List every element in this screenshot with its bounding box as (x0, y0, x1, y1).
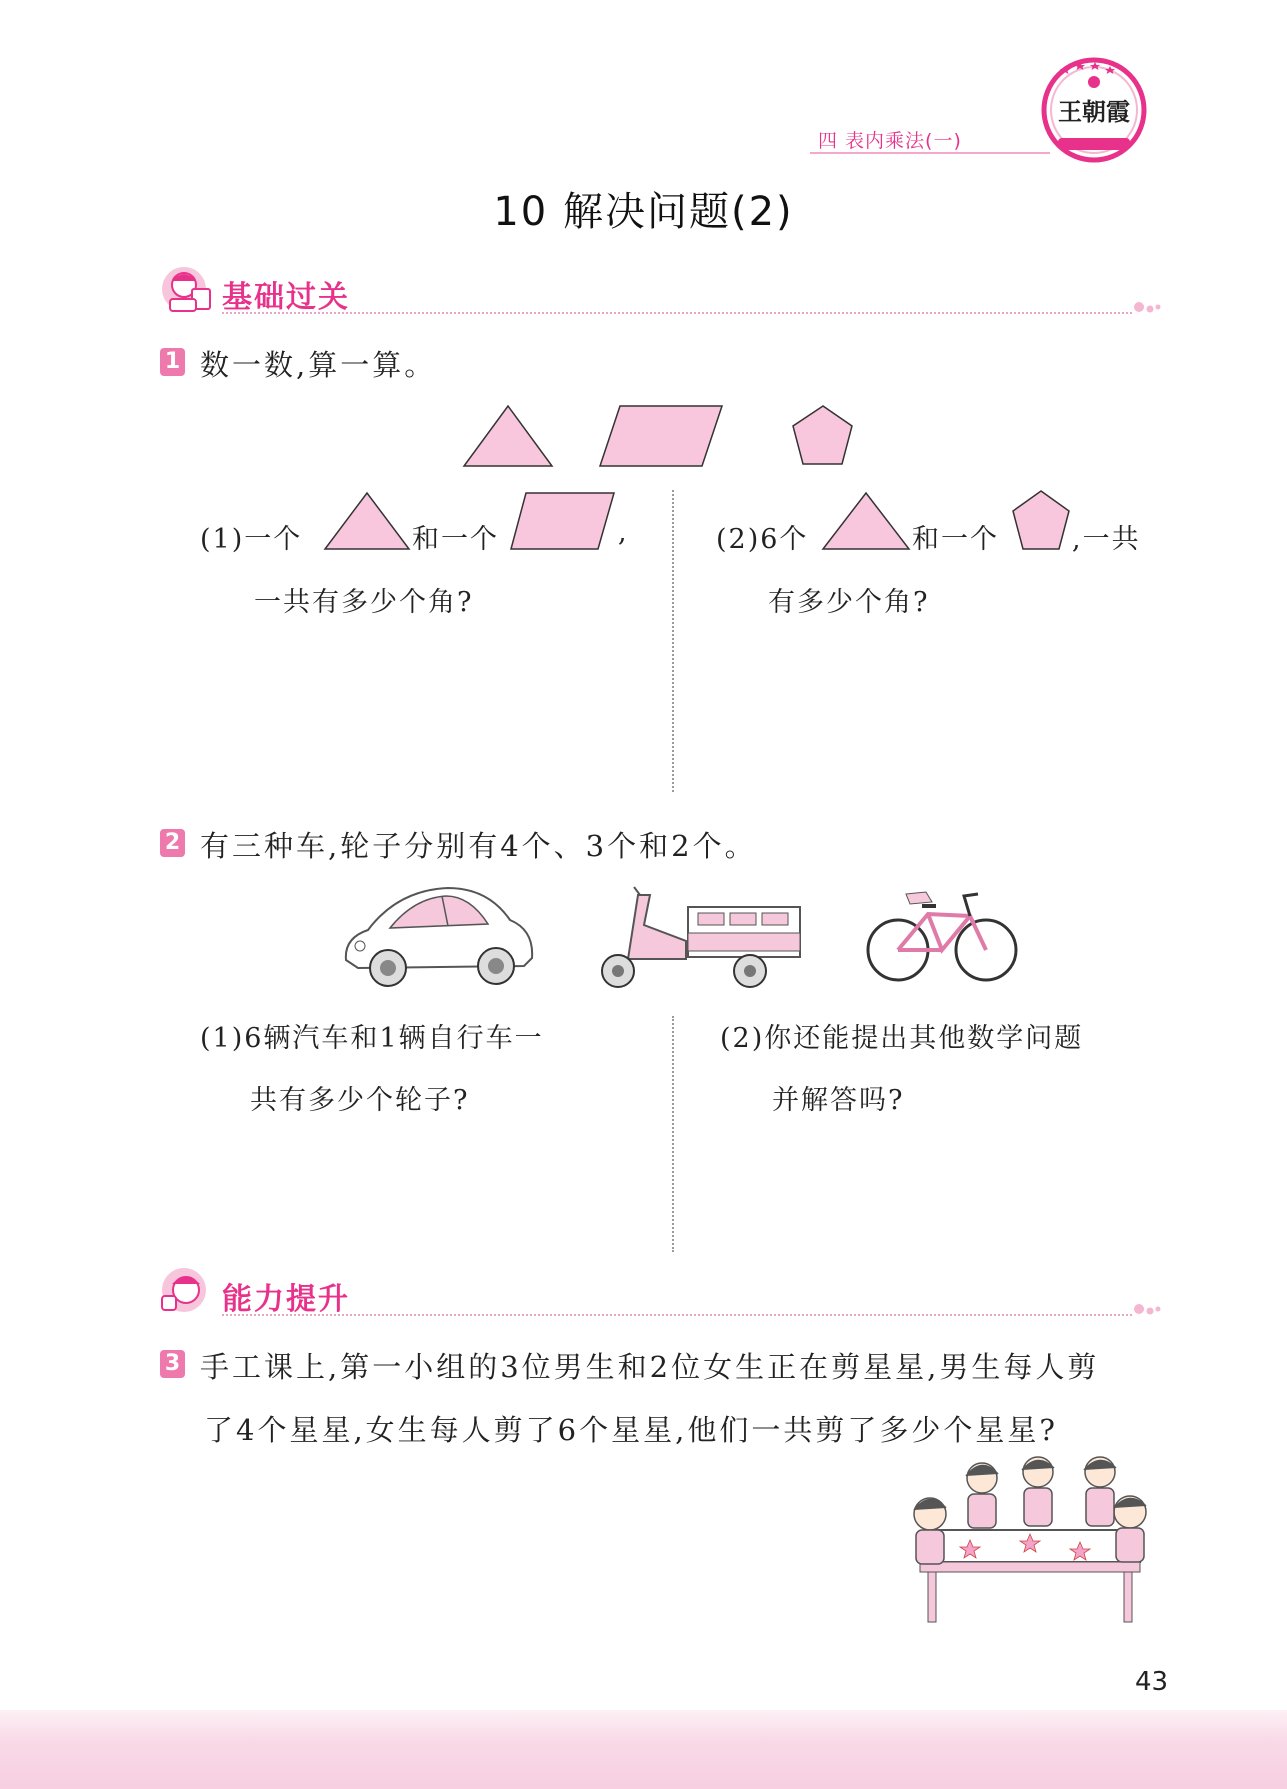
student-thinking-icon (158, 1266, 216, 1316)
brand-logo (1036, 52, 1152, 168)
footer-band (0, 1710, 1287, 1789)
logo-text: 王朝霞 (1058, 97, 1130, 126)
q1-part2-text-c: ,一共 (1072, 524, 1141, 555)
triangle-inline-shape-2 (820, 490, 912, 552)
decorative-dots-icon (1132, 300, 1162, 314)
page-number: 43 (1135, 1667, 1169, 1697)
section-divider (222, 1314, 1132, 1316)
triangle-inline-shape (322, 490, 412, 552)
q1-part2-line2: 有多少个角? (768, 587, 930, 618)
chapter-underline (810, 152, 1050, 154)
column-divider (672, 490, 674, 792)
q1-part1-text-a: (1)一个 (200, 524, 303, 555)
question-number: 1 (160, 348, 185, 376)
question-number: 3 (160, 1350, 185, 1378)
q2-part2-line2: 并解答吗? (772, 1085, 905, 1116)
question-text: 有三种车,轮子分别有4个、3个和2个。 (200, 829, 757, 863)
pentagon-inline-shape (1010, 488, 1072, 552)
section-title-basic: 基础过关 (222, 280, 350, 315)
shape-row (460, 400, 860, 470)
q1-part1-line2: 一共有多少个角? (254, 587, 474, 618)
student-reading-icon (158, 265, 216, 315)
question-text: 数一数,算一算。 (200, 348, 437, 382)
bicycle-icon (866, 886, 1018, 986)
parallelogram-shape (600, 406, 722, 466)
section-divider (222, 312, 1132, 314)
parallelogram-inline-shape (508, 490, 618, 552)
question-text-line2: 了4个星星,女生每人剪了6个星星,他们一共剪了多少个星星? (204, 1413, 1058, 1447)
q2-part2-line1: (2)你还能提出其他数学问题 (720, 1023, 1084, 1054)
page-title: 10 解决问题(2) (493, 189, 794, 235)
tricycle-icon (598, 885, 804, 993)
car-icon (338, 880, 538, 992)
q2-part1-line2: 共有多少个轮子? (250, 1085, 470, 1116)
question-number: 2 (160, 829, 185, 857)
q2-part1-line1: (1)6辆汽车和1辆自行车一 (200, 1023, 544, 1054)
pentagon-shape (793, 406, 852, 464)
column-divider (672, 1016, 674, 1252)
children-cutting-stars-illustration (900, 1450, 1160, 1630)
q1-part2-text-a: (2)6个 (716, 524, 809, 555)
chapter-label: 四 表内乘法(一) (818, 130, 962, 152)
question-text-line1: 手工课上,第一小组的3位男生和2位女生正在剪星星,男生每人剪 (200, 1350, 1100, 1384)
q1-part2-text-b: 和一个 (912, 524, 999, 555)
q1-part1-text-b: 和一个 (412, 524, 499, 555)
triangle-shape (464, 406, 552, 466)
section-title-advanced: 能力提升 (222, 1282, 350, 1317)
q1-part1-text-c: , (618, 517, 629, 548)
decorative-dots-icon (1132, 1302, 1162, 1316)
